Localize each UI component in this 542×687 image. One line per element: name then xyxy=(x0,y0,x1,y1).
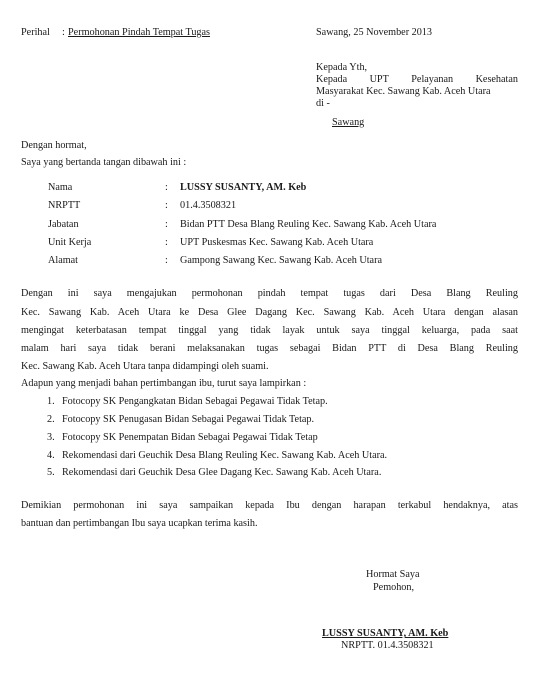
list-item: Fotocopy SK Pengangkatan Bidan Sebagai Pegawai Tidak Tetap. xyxy=(62,396,328,407)
perihal-subject: Permohonan Pindah Tempat Tugas xyxy=(68,27,211,38)
list-number: 2. xyxy=(47,414,55,425)
identity-value: UPT Puskesmas Kec. Sawang Kab. Aceh Utara xyxy=(180,237,374,248)
paragraph-line: malam hari saya tidak berani melaksanakan tugas sebagai Bidan PTT di Desa Blang Reuling xyxy=(21,343,518,354)
addressee-line-2: Masyarakat Kec. Sawang Kab. Aceh Utara xyxy=(316,86,491,97)
identity-colon: : xyxy=(165,237,168,248)
addressee-word: Kepada xyxy=(316,74,348,85)
list-number: 3. xyxy=(47,432,55,443)
identity-label: Nama xyxy=(48,182,73,193)
perihal-colon: : xyxy=(62,27,65,38)
list-number: 5. xyxy=(47,467,55,478)
paragraph-line: Kec. Sawang Kab. Aceh Utara tanpa didampingi oleh suami. xyxy=(21,361,269,372)
addressee-word: UPT xyxy=(369,74,389,85)
addressee-city: Sawang xyxy=(332,117,365,128)
addressee-line-3: di - xyxy=(316,98,330,109)
addressee-line-1 xyxy=(316,74,518,87)
closing-line: Demikian permohonan ini saya sampaikan kepada Ibu dengan harapan terkabul hendaknya, atas xyxy=(21,500,518,511)
identity-value: 01.4.3508321 xyxy=(180,200,237,211)
identity-label: Unit Kerja xyxy=(48,237,92,248)
list-number: 1. xyxy=(47,396,55,407)
closing-line: bantuan dan pertimbangan Ibu saya ucapkan terima kasih. xyxy=(21,518,258,529)
salutation: Dengan hormat, xyxy=(21,140,87,151)
paragraph-line: Kec. Sawang Kab. Aceh Utara ke Desa Glee Dagang Kec. Sawang Kab. Aceh Utara dengan alasan xyxy=(21,307,518,318)
identity-value: Bidan PTT Desa Blang Reuling Kec. Sawang Kab. Aceh Utara xyxy=(180,219,437,230)
identity-colon: : xyxy=(165,255,168,266)
list-item: Fotocopy SK Penempatan Bidan Sebagai Pegawai Tidak Tetap xyxy=(62,432,318,443)
identity-label: Jabatan xyxy=(48,219,79,230)
closing-regards: Hormat Saya xyxy=(366,569,420,580)
closing-applicant: Pemohon, xyxy=(373,582,415,593)
intro-line: Saya yang bertanda tangan dibawah ini : xyxy=(21,157,187,168)
list-item: Fotocopy SK Penugasan Bidan Sebagai Pegawai Tidak Tetap. xyxy=(62,414,315,425)
identity-value: LUSSY SUSANTY, AM. Keb xyxy=(180,182,307,193)
identity-label: NRPTT xyxy=(48,200,81,211)
paragraph-line: Dengan ini saya mengajukan permohonan pindah tempat tugas dari Desa Blang Reuling xyxy=(21,288,518,299)
list-item: Rekomendasi dari Geuchik Desa Blang Reuling Kec. Sawang Kab. Aceh Utara. xyxy=(62,450,388,461)
list-item: Rekomendasi dari Geuchik Desa Glee Dagang Kec. Sawang Kab. Aceh Utara. xyxy=(62,467,382,478)
paragraph-line: mengingat keterbatasan tempat tinggal yang tidak layak untuk saya tinggal keluarga, pada saat xyxy=(21,325,518,336)
identity-value: Gampong Sawang Kec. Sawang Kab. Aceh Utara xyxy=(180,255,382,266)
identity-colon: : xyxy=(165,219,168,230)
attachments-intro: Adapun yang menjadi bahan pertimbangan ibu, turut saya lampirkan : xyxy=(21,378,307,389)
identity-colon: : xyxy=(165,200,168,211)
list-number: 4. xyxy=(47,450,55,461)
letter-date: Sawang, 25 November 2013 xyxy=(316,27,433,38)
identity-label: Alamat xyxy=(48,255,78,266)
addressee-greeting: Kepada Yth, xyxy=(316,62,368,73)
identity-colon: : xyxy=(165,182,168,193)
perihal-label: Perihal xyxy=(21,27,50,38)
signer-id: NRPTT. 01.4.3508321 xyxy=(341,640,434,651)
addressee-word: Kesehatan xyxy=(475,74,518,85)
addressee-word: Pelayanan xyxy=(411,74,454,85)
signer-name: LUSSY SUSANTY, AM. Keb xyxy=(322,628,449,639)
